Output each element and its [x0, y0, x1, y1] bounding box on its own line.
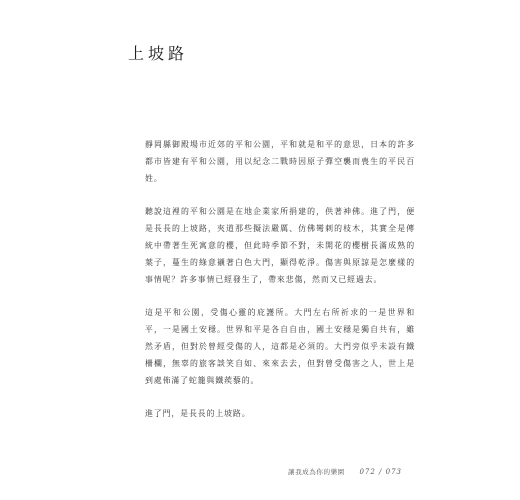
page-footer: [288, 467, 402, 476]
paragraph: 聽說這裡的平和公園是在地企業家所捐建的，供著神佛。進了門，便是長長的上坡路，夾道那些擬法嚴厲、仿佛彎刺的枝木，其實全是傳統中帶著生死寓意的櫻，但此時季節不對，未開花的櫻樹長滿成熟的葉子，蔓生的綠意襯著白色大門，顯得乾淨。傷害與原諒是怎麼樣的事情呢？許多事情已經發生了，帶來悲傷，然而又已經過去。: [145, 207, 415, 284]
body-text: [145, 136, 415, 438]
footer-book-title: 讓我成為你的樂園: [287, 468, 345, 476]
chapter-title: 上坡路: [128, 44, 189, 63]
footer-page-numbers: 072 / 073: [359, 468, 402, 476]
paragraph: 進了門，是長長的上坡路。: [145, 409, 251, 418]
paragraph: 靜岡縣御殿場市近郊的平和公園，平和就是和平的意思，日本的許多都市皆建有平和公園，用以紀念二戰時因原子彈空襲而喪生的平民百姓。: [145, 140, 415, 183]
paragraph: 這是平和公園，受傷心靈的庇護所。大門左右所祈求的一是世界和平，一是國土安穩。世界和平是各自自由，國土安穩是獨自共有，雖然矛盾，但對於曾經受傷的人，這都是必須的。大門旁似乎未設有鐵柵欄，無辜的旅客談笑自如、來來去去，但對曾受傷害之人，世上是到處佈滿了蛇籠與鐵蒺藜的。: [145, 308, 415, 385]
